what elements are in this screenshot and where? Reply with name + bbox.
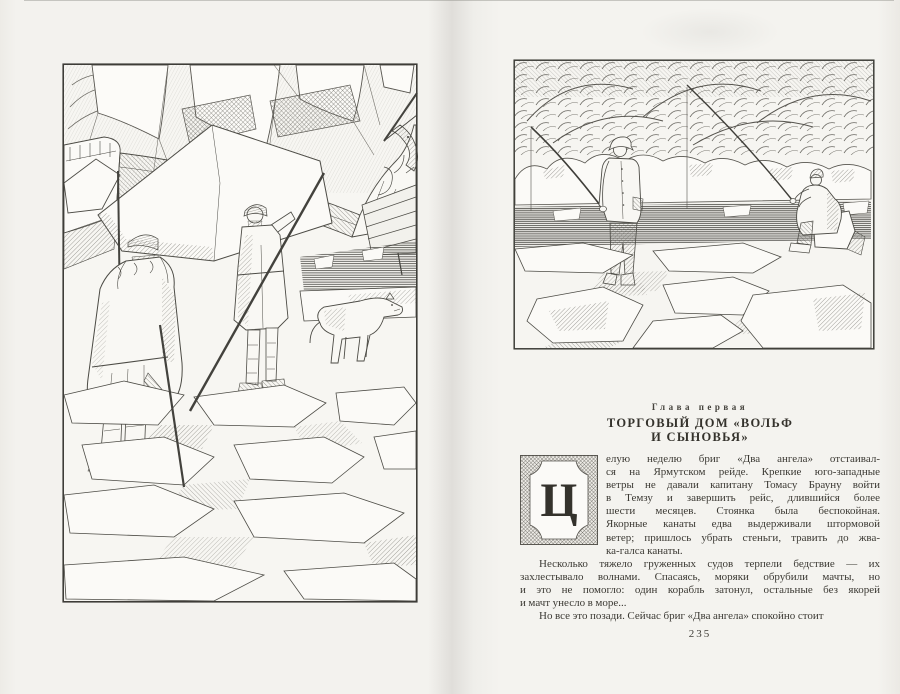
- chapter-title: [520, 416, 880, 444]
- page-number: 235: [688, 628, 712, 641]
- coat: [599, 158, 641, 223]
- text-line: ка-галса канаты.: [606, 544, 683, 557]
- chapter-title-line1: ТОРГОВЫЙ ДОМ «ВОЛЬФ: [606, 416, 794, 430]
- left-illustration-svg: [62, 63, 418, 603]
- right-page: [450, 0, 900, 694]
- body-text: [520, 453, 880, 623]
- text-line: захлестывало волнами. Спасаясь, моряки обрубили мачты, но: [520, 570, 880, 583]
- paragraph-1: [520, 453, 880, 558]
- text-line: и это не помогло: один корабль затонул, остальные без якорей: [520, 583, 880, 596]
- text-column: [520, 402, 880, 640]
- text-line: в Темзу и завершить рейс, длившийся более: [606, 492, 880, 505]
- right-illustration: [513, 59, 875, 350]
- text-line: Несколько тяжело груженных судов терпели бедствие — их: [539, 557, 880, 570]
- chapter-label: Глава первая: [651, 402, 749, 412]
- text-line: Якорные канаты едва выдерживали штормовой: [606, 518, 880, 531]
- right-illustration-svg: [513, 59, 875, 350]
- text-line: и мачт унесло в море...: [520, 597, 627, 610]
- paragraph-2: [520, 558, 880, 610]
- dropcap-ornament: [520, 455, 598, 545]
- dropcap-box: [520, 455, 598, 545]
- paragraph-1-lines: [606, 453, 880, 558]
- left-illustration: [62, 63, 418, 603]
- storm-sky: [515, 61, 873, 155]
- hand: [600, 206, 607, 212]
- dropcap-letter: Ц: [540, 474, 578, 527]
- boot: [789, 243, 811, 253]
- satchel: [633, 197, 643, 211]
- hand: [790, 199, 796, 204]
- text-line: Но все это позади. Сейчас бриг «Два ангела» спокойно стоит: [539, 610, 824, 623]
- text-line: ветры не давали капитану Томасу Брауну войти: [606, 479, 880, 492]
- paragraph-3: [520, 610, 880, 623]
- text-line: ся на Ярмутском рейде. Крепкие юго-западные: [606, 466, 880, 479]
- chapter-title-line2: И СЫНОВЬЯ»: [651, 430, 749, 444]
- text-line: ветер; пришлось убрать стеньги, травить до жва-: [606, 531, 880, 544]
- text-line: елую неделю бриг «Два ангела» отстаивал-: [606, 453, 880, 465]
- text-line: шести месяцев. Стоянка была беспокойная.: [606, 505, 880, 518]
- eye: [391, 304, 393, 306]
